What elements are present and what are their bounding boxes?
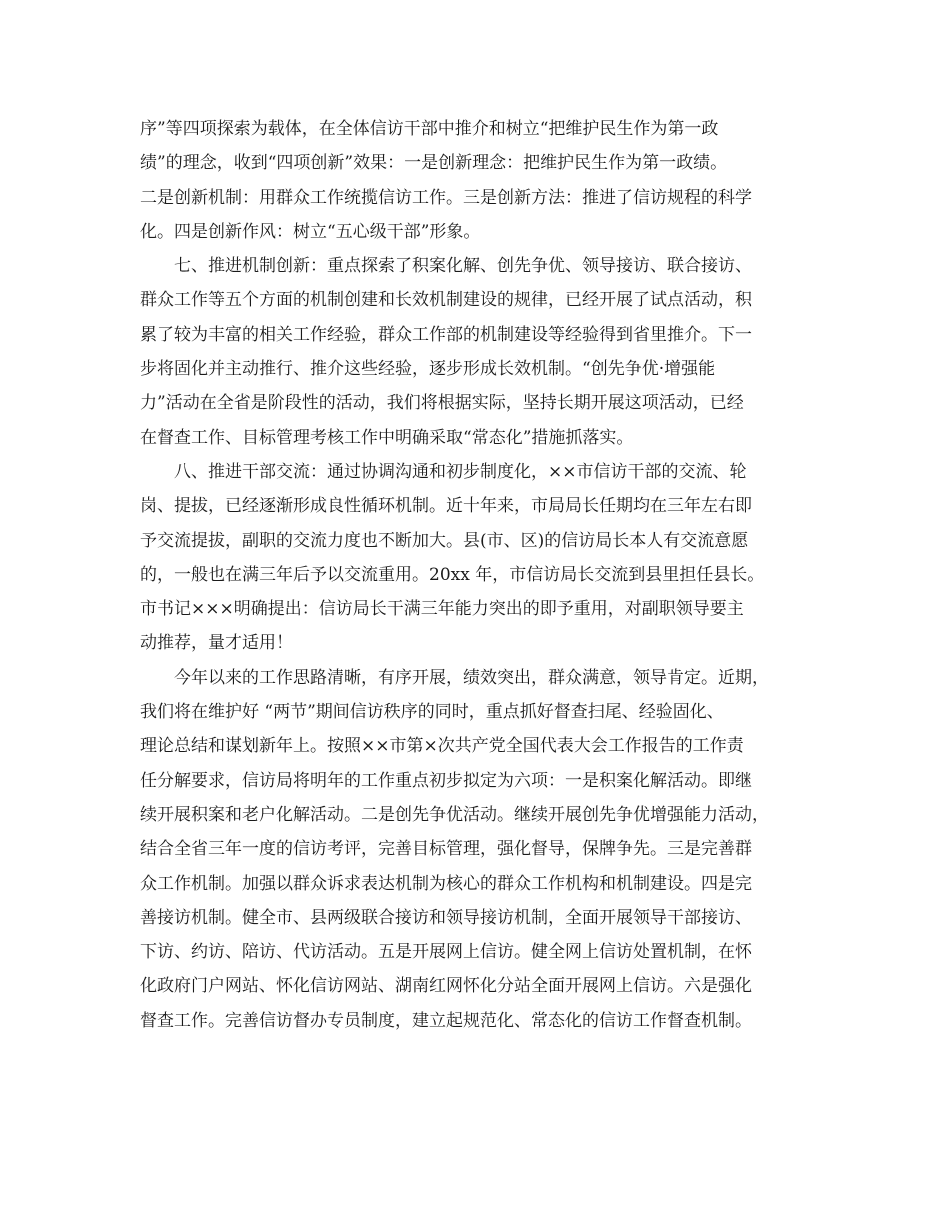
text-line: 理论总结和谋划新年上。按照××市第×次共产党全国代表大会工作报告的工作责 [140,736,744,757]
document-body [140,112,830,1038]
text-line: 二是创新机制：用群众工作统揽信访工作。三是创新方法：推进了信访规程的科学 [140,187,752,208]
paragraph-1 [140,112,830,249]
text-line: 我们将在维护好 “两节”期间信访秩序的同时，重点抓好督查扫尾、经验固化、 [140,702,724,723]
text-line: 步将固化并主动推行、推介这些经验，逐步形成长效机制。“创先争优·增强能 [140,359,716,380]
text-line: 岗、提拔，已经逐渐形成良性循环机制。近十年来，市局局长任期均在三年左右即 [140,496,752,517]
text-line: 善接访机制。健全市、县两级联合接访和领导接访机制，全面开展领导干部接访、 [140,907,752,928]
text-line: 予交流提拔，副职的交流力度也不断加大。县(市、区)的信访局长本人有交流意愿 [140,530,749,551]
text-line: 化政府门户网站、怀化信访网站、湖南红网怀化分站全面开展网上信访。六是强化 [140,976,752,997]
text-line: 在督查工作、目标管理考核工作中明确采取“常态化”措施抓落实。 [140,427,634,448]
text-line: 力”活动在全省是阶段性的活动，我们将根据实际，坚持长期开展这项活动，已经 [140,393,744,414]
text-line: 化。四是创新作风：树立“五心级干部”形象。 [140,221,481,242]
text-line: 八、推进干部交流：通过协调沟通和初步制度化，××市信访干部的交流、轮 [174,461,747,482]
text-line: 七、推进机制创新：重点探索了积案化解、创先争优、领导接访、联合接访、 [174,256,752,277]
text-line: 动推荐，量才适用！ [140,633,293,654]
paragraph-2 [140,249,830,455]
text-line: 下访、约访、陪访、代访活动。五是开展网上信访。健全网上信访处置机制，在怀 [140,942,752,963]
text-line: 众工作机制。加强以群众诉求表达机制为核心的群众工作机构和机制建设。四是完 [140,873,752,894]
text-line: 绩”的理念，收到“四项创新”效果：一是创新理念：把维护民生作为第一政绩。 [140,153,728,174]
text-line: 累了较为丰富的相关工作经验，群众工作部的机制建设等经验得到省里推介。下一 [140,324,752,345]
paragraph-3 [140,455,830,661]
text-line: 今年以来的工作思路清晰，有序开展，绩效突出，群众满意，领导肯定。近期， [174,667,769,688]
text-line: 的，一般也在满三年后予以交流重用。20xx 年，市信访局长交流到县里担任县长。 [140,564,765,585]
text-line: 续开展积案和老户化解活动。二是创先争优活动。继续开展创先争优增强能力活动， [140,804,769,825]
text-line: 群众工作等五个方面的机制创建和长效机制建设的规律，已经开展了试点活动，积 [140,290,752,311]
text-line: 督查工作。完善信访督办专员制度，建立起规范化、常态化的信访工作督查机制。 [140,1010,752,1031]
text-line: 市书记×××明确提出：信访局长干满三年能力突出的即予重用，对副职领导要主 [140,599,744,620]
paragraph-4 [140,661,830,1038]
text-line: 序”等四项探索为载体，在全体信访干部中推介和树立“把维护民生作为第一政 [140,119,719,139]
text-line: 结合全省三年一度的信访考评，完善目标管理，强化督导，保牌争先。三是完善群 [140,839,752,860]
text-line: 任分解要求，信访局将明年的工作重点初步拟定为六项：一是积案化解活动。即继 [140,770,752,791]
